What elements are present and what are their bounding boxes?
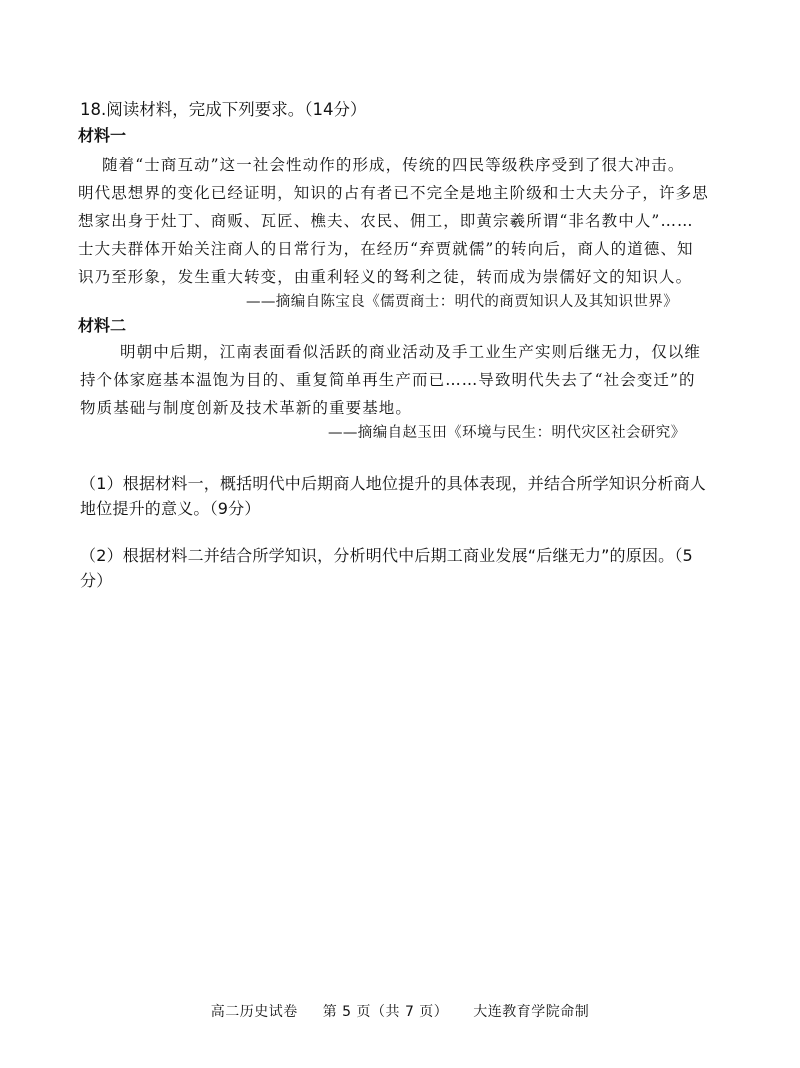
- material2-label: 材料二: [78, 316, 127, 335]
- task1-line: （1）根据材料一，概括明代中后期商人地位提升的具体表现，并结合所学知识分析商人: [80, 474, 706, 493]
- material1-line: 明代思想界的变化已经证明，知识的占有者已不完全是地主阶级和士大夫分子，许多思: [78, 184, 709, 202]
- material1-label: 材料一: [78, 126, 127, 145]
- material2-line: 明朝中后期，江南表面看似活跃的商业活动及手工业生产实则后继无力，仅以维: [120, 343, 702, 361]
- page-footer: [0, 1002, 800, 1022]
- material2-source: ——摘编自赵玉田《环境与民生：明代灾区社会研究》: [328, 425, 686, 441]
- question-title: 18.阅读材料，完成下列要求。（14分）: [80, 100, 367, 119]
- material2-line: 物质基础与制度创新及技术革新的重要基地。: [80, 399, 413, 417]
- material1-line: 士大夫群体开始关注商人的日常行为，在经历“弃贾就儒”的转向后，商人的道德、知: [78, 240, 694, 258]
- task2-line: 分）: [80, 571, 113, 590]
- material2-line: 持个体家庭基本温饱为目的、重复简单再生产而已……导致明代失去了“社会变迁”的: [80, 371, 696, 389]
- material1-line: 想家出身于灶丁、商贩、瓦匠、樵夫、农民、佣工，即黄宗羲所谓“非名教中人”……: [78, 212, 694, 230]
- footer-publisher: 大连教育学院命制: [473, 1004, 590, 1020]
- footer-exam-name: 高二历史试卷: [210, 1004, 298, 1020]
- material1-source: ——摘编自陈宝良《儒贾商士：明代的商贾知识人及其知识世界》: [246, 294, 679, 310]
- material1-line: 识乃至形象，发生重大转变，由重利轻义的驽利之徒，转而成为崇儒好文的知识人。: [78, 268, 693, 286]
- task2-line: （2）根据材料二并结合所学知识，分析明代中后期工商业发展“后继无力”的原因。（5: [80, 546, 693, 565]
- task1-line: 地位提升的意义。（9分）: [80, 499, 261, 518]
- material1-line: 随着“士商互动”这一社会性动作的形成，传统的四民等级秩序受到了很大冲击。: [102, 156, 685, 174]
- footer-page-number: 第 5 页（共 7 页）: [322, 1004, 449, 1020]
